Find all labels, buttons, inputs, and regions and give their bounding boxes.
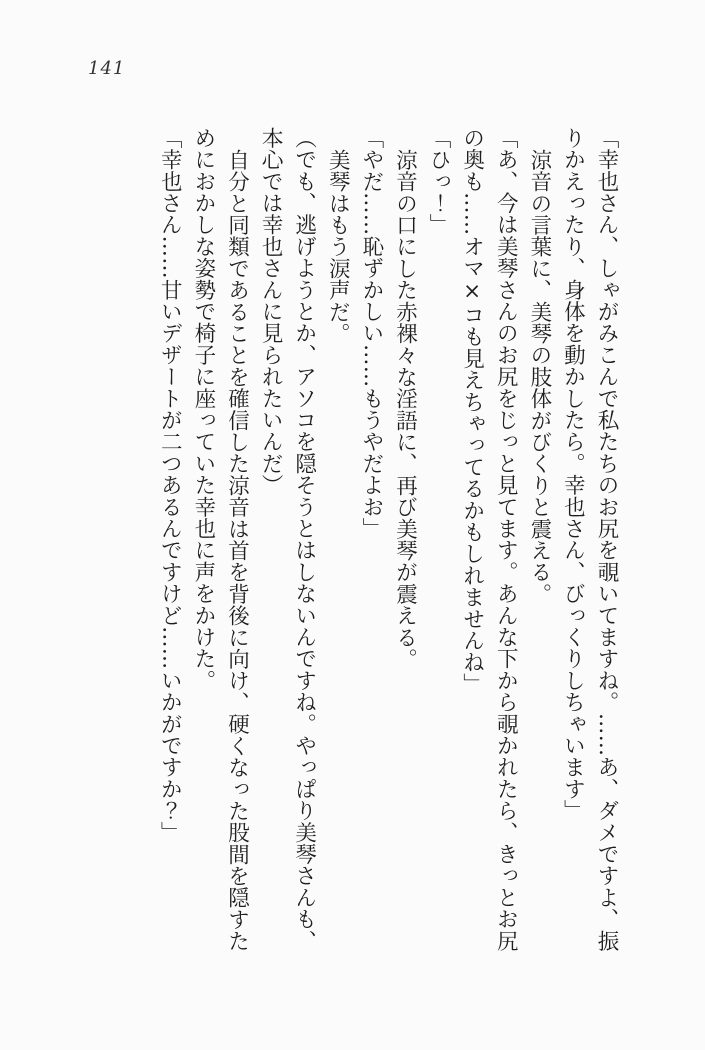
text-line: 涼音の口にした赤裸々な淫語に、再び美琴が震える。 — [392, 148, 418, 670]
text-line: 「幸也さん……甘いデザートが二つあるんですけど……いかがですか？」 — [157, 127, 183, 844]
text-line: めにおかしな姿勢で椅子に座っていた幸也に声をかけた。 — [190, 127, 216, 692]
text-line: の奥も……オマ×コも見えちゃってるかもしれませんね」 — [459, 127, 485, 695]
text-line: 涼音の言葉に、美琴の肢体がびくりと震える。 — [526, 148, 552, 605]
text-line: 美琴はもう涙声だ。 — [325, 148, 351, 344]
text-line: 「あ、今は美琴さんのお尻をじっと見てます。あんな下から覗かれたら、きっとお尻 — [493, 127, 519, 952]
text-line: 「やだ……恥ずかしい……もうやだよお」 — [358, 127, 384, 540]
text-line: 本心では幸也さんに見られたいんだ） — [258, 127, 284, 496]
text-line: 自分と同類であることを確信した涼音は首を背後に向け、硬くなった股間を隠すた — [224, 148, 250, 952]
text-line: （でも、逃げようとか、アソコを隠そうとはしないんですね。やっぱり美琴さんも、 — [291, 127, 317, 952]
text-line: 「ひっ！」 — [426, 127, 452, 236]
text-line: りかえったり、身体を動かしたら。幸也さん、びっくりしちゃいます」 — [560, 127, 586, 822]
page-number: 141 — [88, 58, 126, 79]
text-line: 「幸也さん、しゃがみこんで私たちのお尻を覗いてますね。……あ、ダメですよ、振 — [594, 127, 619, 952]
page-text — [152, 127, 623, 962]
